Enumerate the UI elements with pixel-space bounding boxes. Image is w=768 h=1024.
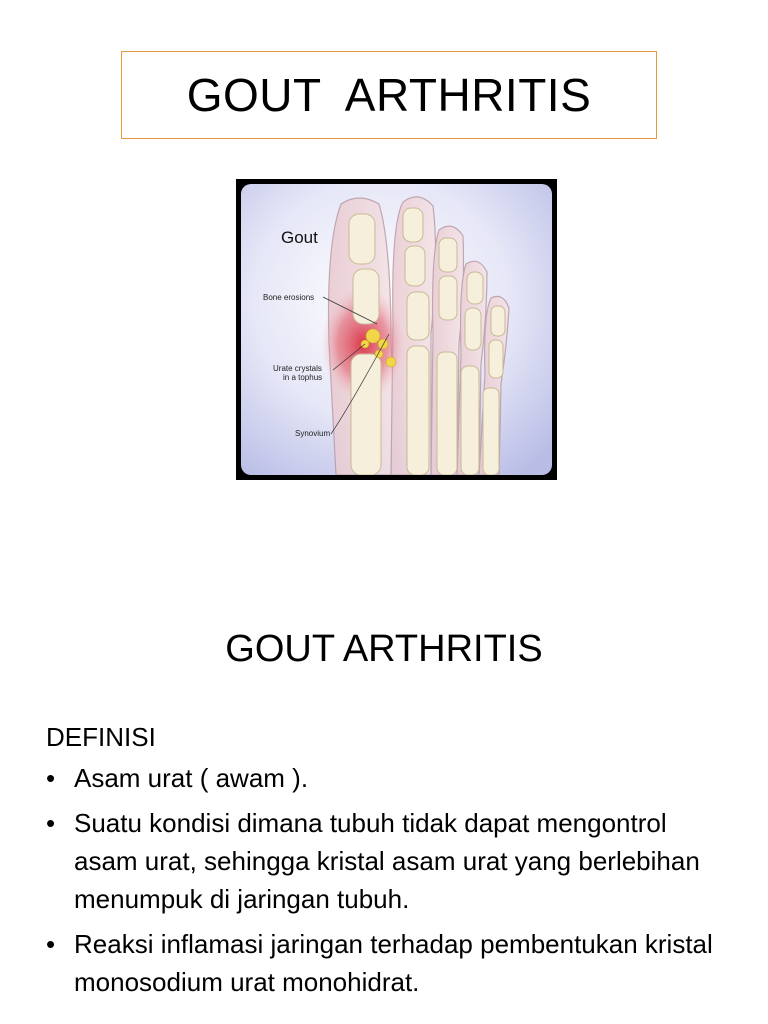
list-item-text: Suatu kondisi dimana tubuh tidak dapat mengontrol asam urat, sehingga kristal asam urat yang berlebihan menumpuk di jaringan tubuh.	[74, 808, 700, 914]
label-bone-erosions: Bone erosions	[263, 293, 315, 302]
list-item-text: Reaksi inflamasi jaringan terhadap pembentukan kristal monosodium urat monohidrat.	[74, 929, 713, 997]
label-tophus: in a tophus	[283, 373, 323, 382]
bullet-glyph: •	[46, 929, 56, 959]
list-item	[46, 925, 726, 1001]
bullet-glyph: •	[46, 808, 56, 838]
list-item	[46, 759, 726, 797]
list-item	[46, 804, 726, 918]
bullet-glyph: •	[46, 763, 56, 793]
slide-2	[0, 580, 768, 1024]
figure-heading: Gout	[281, 228, 318, 247]
slide-2-title: GOUT ARTHRITIS	[225, 628, 543, 670]
definition-content	[46, 718, 726, 1008]
foot-drawing	[241, 184, 552, 475]
label-synovium: Synovium	[295, 429, 331, 438]
title-box	[121, 51, 657, 139]
definition-list	[46, 759, 726, 1001]
slide-title: GOUT ARTHRITIS	[186, 69, 592, 121]
list-item-text: Asam urat ( awam ).	[74, 763, 309, 793]
section-heading: DEFINISI	[46, 722, 156, 752]
label-urate-crystals: Urate crystals	[273, 364, 322, 373]
gout-foot-illustration	[236, 179, 557, 480]
